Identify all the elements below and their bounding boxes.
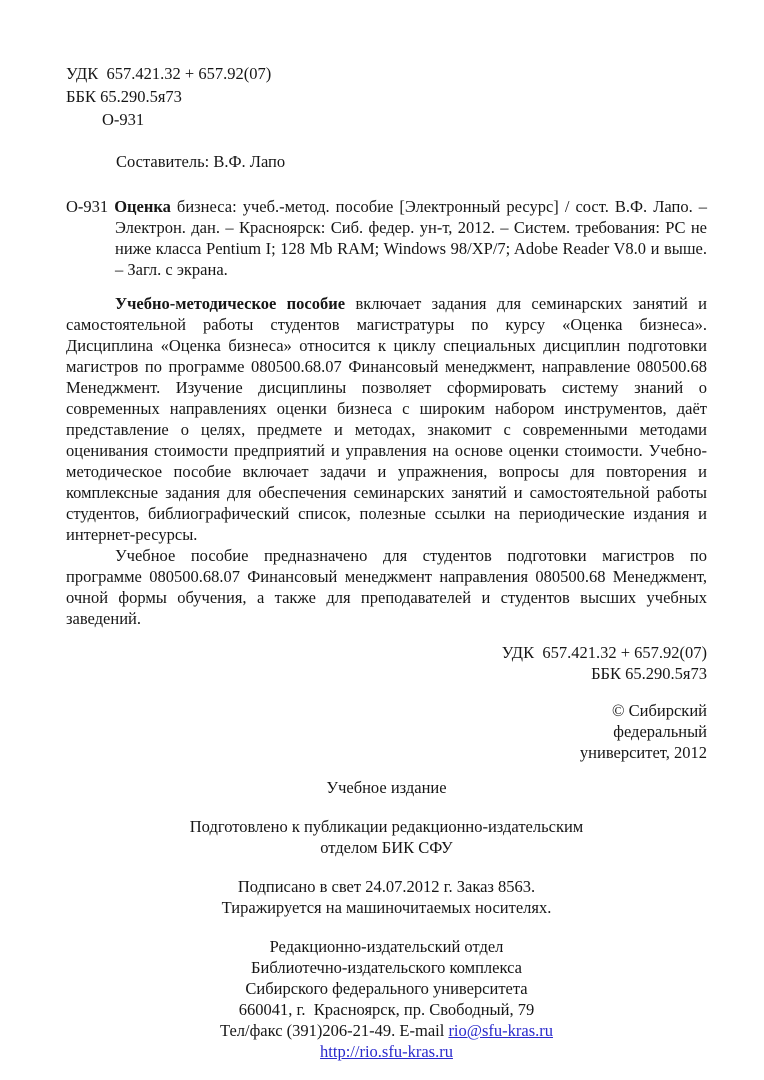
- signed-line: Подписано в свет 24.07.2012 г. Заказ 8563.: [237, 877, 536, 896]
- udk-block: [66, 62, 707, 131]
- record-title-bold: Оценка: [114, 197, 171, 216]
- bbk-line-top: ББК 65.290.5я73: [66, 87, 182, 106]
- publisher-line: Сибирского федерального университета: [245, 979, 528, 998]
- audience-paragraph: Учебное пособие предназначено для студентов подготовки магистров по программе 080500.68.07 Финансовый менеджмент направления 080500.68 Менеджмент, очной формы обучения, а также для преподавателей и студентов высших учебных заведений.: [66, 546, 707, 628]
- signed-line: Тиражируется на машиночитаемых носителях.: [221, 898, 552, 917]
- annotation-text: включает задания для семинарских занятий и самостоятельной работы студентов магистратуры по курсу «Оценка бизнеса». Дисциплина «Оценка бизнеса» относится к циклу специальных дисциплин подготовки магистров по программе 080500.68.07 Финансовый менеджмент, направление 080500.68 Менеджмент. Изучение дисциплины позволяет сформировать систему знаний о современных направлениях оценки бизнеса с широким набором инструментов, даёт представление о целях, предмете и методах, знакомит с современными методами оценивания стоимости предприятий и управления на основе оценки стоимости. Учебно-методическое пособие включает задачи и упражнения, вопросы для повторения и комплексные задания для обеспечения семинарских занятий и самостоятельной работы студентов, библиографический список, полезные ссылки на периодические издания и интернет-ресурсы.: [66, 294, 707, 544]
- udk-line-bottom: УДК 657.421.32 + 657.92(07): [501, 643, 707, 662]
- author-sign-code: О-931: [102, 110, 145, 129]
- record-code: О-931: [66, 197, 115, 216]
- copyright-block: [66, 700, 707, 763]
- prepared-block: [66, 816, 707, 858]
- udk-line-top: УДК 657.421.32 + 657.92(07): [66, 64, 272, 83]
- website-line: [66, 1041, 707, 1062]
- publisher-line: 660041, г. Красноярск, пр. Свободный, 79: [238, 1000, 535, 1019]
- annotation-paragraph: [66, 293, 707, 545]
- website-link[interactable]: http://rio.sfu-kras.ru: [320, 1042, 453, 1061]
- copyright-line: © Сибирский: [612, 701, 707, 720]
- bbk-line-bottom: ББК 65.290.5я73: [591, 664, 707, 683]
- publisher-line: Библиотечно-издательского комплекса: [251, 958, 522, 977]
- publisher-line: Редакционно-издательский отдел: [269, 937, 504, 956]
- udk-block-bottom: [66, 642, 707, 684]
- prepared-line: отделом БИК СФУ: [320, 838, 453, 857]
- compiler-line: Составитель: В.Ф. Лапо: [116, 152, 286, 171]
- signed-block: [66, 876, 707, 918]
- publisher-block: [66, 936, 707, 1062]
- email-link[interactable]: rio@sfu-kras.ru: [448, 1021, 553, 1040]
- prepared-line: Подготовлено к публикации редакционно-издательским: [189, 817, 584, 836]
- annotation-lead-bold: Учебно-методическое пособие: [115, 294, 346, 313]
- bibliographic-record: [66, 196, 707, 280]
- edition-type: Учебное издание: [326, 778, 447, 797]
- contact-line: [66, 1020, 707, 1041]
- contact-prefix: Тел/факс (391)206-21-49. E-mail: [220, 1021, 449, 1040]
- copyright-line: университет, 2012: [579, 743, 707, 762]
- record-text: бизнеса: учеб.-метод. пособие [Электронный ресурс] / сост. В.Ф. Лапо. – Электрон. дан. – Красноярск: Сиб. федер. ун-т, 2012. – Систем. требования: PC не ниже класса Pentium I; 128 Mb RAM; Windows 98/XP/7; Adobe Reader V8.0 и выше. – Загл. с экрана.: [115, 197, 707, 279]
- copyright-line: федеральный: [613, 722, 707, 741]
